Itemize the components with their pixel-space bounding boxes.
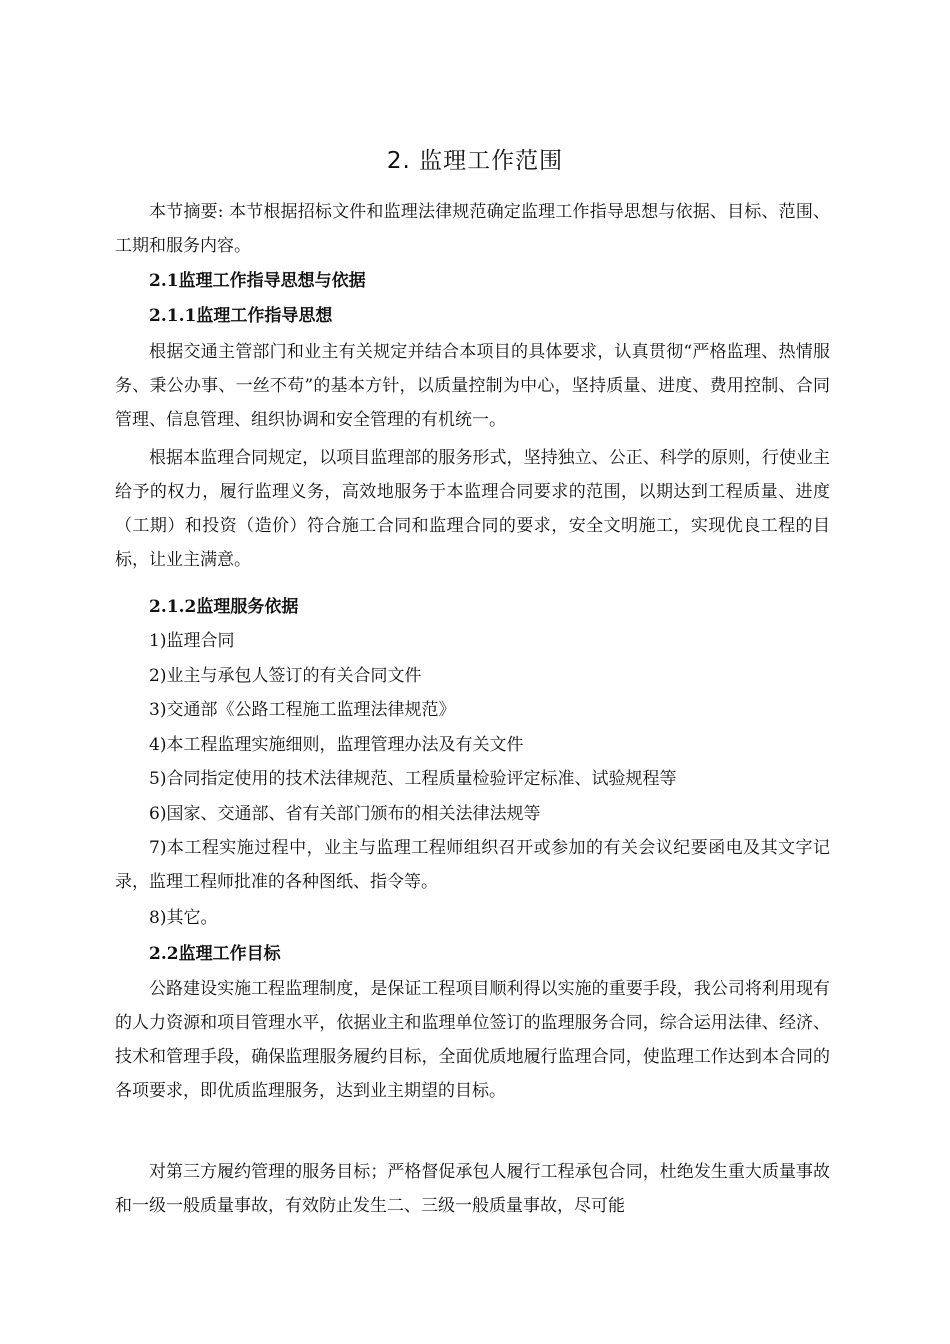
paragraph-guiding-idea: 根据交通主管部门和业主有关规定并结合本项目的具体要求，认真贯彻“严格监理、热情服务、秉公办事、一丝不苟”的基本方针，以质量控制为中心，坚持质量、进度、费用控制、合同管理、信息管理、组织协调和安全管理的有机统一。 xyxy=(115,342,830,430)
section-heading-2-2: 2.2监理工作目标 xyxy=(149,944,281,964)
list-item: 7)本工程实施过程中，业主与监理工程师组织召开或参加的有关会议纪要函电及其文字记录，监理工程师批准的各种图纸、指令等。 xyxy=(115,838,830,892)
list-item: 3)交通部《公路工程施工监理法律规范》 xyxy=(149,700,456,720)
page-title: 2. 监理工作范围 xyxy=(386,148,564,174)
paragraph-work-goal: 公路建设实施工程监理制度，是保证工程项目顺利得以实施的重要手段，我公司将利用现有的人力资源和项目管理水平，依据业主和监理单位签订的监理服务合同，综合运用法律、经济、技术和管理手段，确保监理服务履约目标，全面优质地履行监理合同，使监理工作达到本合同的各项要求，即优质监理服务，达到业主期望的目标。 xyxy=(115,979,830,1101)
section-heading-2-1-1: 2.1.1监理工作指导思想 xyxy=(149,306,333,326)
list-item: 4)本工程监理实施细则，监理管理办法及有关文件 xyxy=(149,735,524,755)
list-item: 5)合同指定使用的技术法律规范、工程质量检验评定标准、试验规程等 xyxy=(149,769,677,789)
section-heading-2-1-2: 2.1.2监理服务依据 xyxy=(149,597,299,617)
list-item: 2)业主与承包人签订的有关合同文件 xyxy=(149,666,422,686)
list-item: 6)国家、交通部、省有关部门颁布的相关法律法规等 xyxy=(149,804,541,824)
list-item: 8)其它。 xyxy=(149,908,218,928)
section-abstract: 本节摘要: 本节根据招标文件和监理法律规范确定监理工作指导思想与依据、目标、范围、工期和服务内容。 xyxy=(115,202,830,256)
section-heading-2-1: 2.1监理工作指导思想与依据 xyxy=(149,271,366,291)
paragraph-service-goal: 对第三方履约管理的服务目标；严格督促承包人履行工程承包合同，杜绝发生重大质量事故和一级一般质量事故，有效防止发生二、三级一般质量事故，尽可能 xyxy=(115,1162,830,1216)
paragraph-principles: 根据本监理合同规定，以项目监理部的服务形式，坚持独立、公正、科学的原则，行使业主给予的权力，履行监理义务，高效地服务于本监理合同要求的范围，以期达到工程质量、进度（工期）和投资（造价）符合施工合同和监理合同的要求，安全文明施工，实现优良工程的目标，让业主满意。 xyxy=(115,448,830,570)
list-item: 1)监理合同 xyxy=(149,631,235,651)
